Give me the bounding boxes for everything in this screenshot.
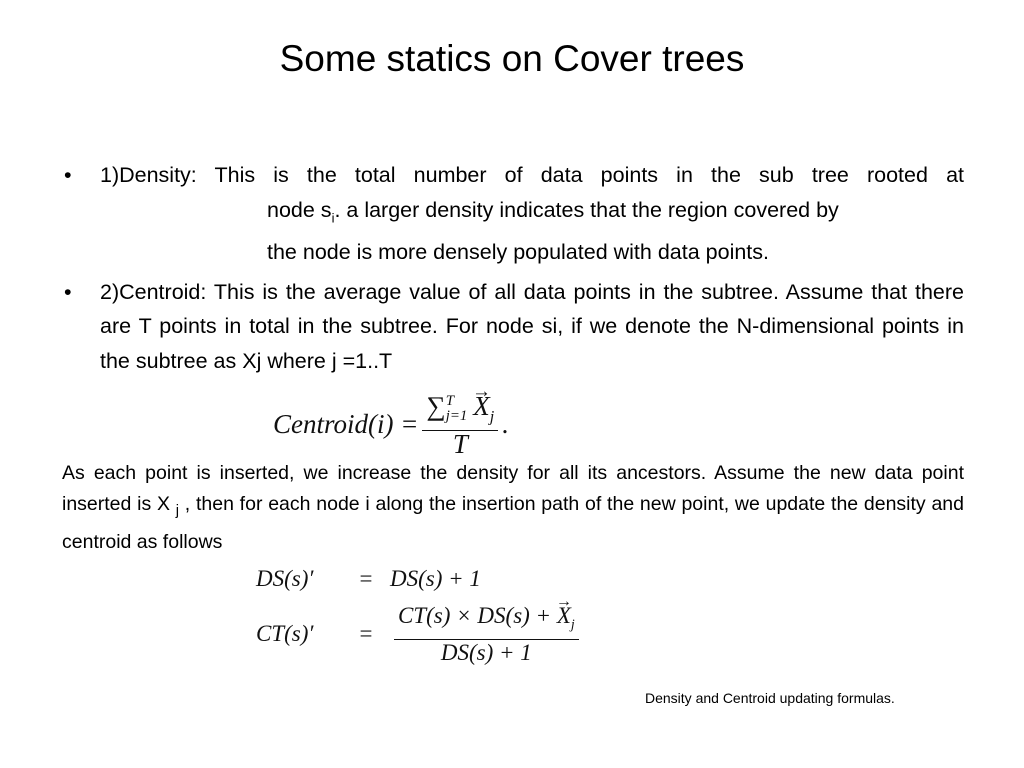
centroid-formula-lhs: Centroid(i) = <box>273 409 419 440</box>
centroid-update-denominator: DS(s) + 1 <box>440 639 532 665</box>
density-update-rhs: DS(s) + 1 <box>390 566 481 591</box>
centroid-text: 2)Centroid: This is the average value of all data points in the subtree. Assume that there are T points in total in the subtree. For node si, if we denote the N-dimensional points in the subtree as Xj where j =1..T <box>100 279 964 373</box>
update-formulas <box>256 566 583 666</box>
bullet-marker: • <box>64 163 72 187</box>
bullet-density <box>62 158 964 270</box>
update-vector-x: → X <box>557 602 571 630</box>
centroid-update-equals: = <box>359 620 373 646</box>
slide-title: Some statics on Cover trees <box>279 38 745 79</box>
bullet-marker: • <box>64 279 72 304</box>
centroid-formula <box>273 391 510 460</box>
density-subscript: i <box>331 209 335 225</box>
sum-bottom: j=1 <box>445 407 468 424</box>
density-update-lhs: DS(s)′ <box>256 566 314 591</box>
centroid-denominator: T <box>452 429 468 460</box>
insertion-paragraph <box>62 458 964 558</box>
density-line-2 <box>100 193 964 236</box>
centroid-update-fraction <box>394 602 579 666</box>
density-line-3: the node is more densely populated with data points. <box>267 240 769 265</box>
update-vector-sub: j <box>570 616 575 632</box>
vector-x-sub: j <box>489 407 495 426</box>
sum-symbol: ∑ <box>426 391 446 421</box>
centroid-numerator <box>422 392 498 431</box>
formula-caption: Density and Centroid updating formulas. <box>645 690 895 706</box>
density-update-equals: = <box>359 566 373 591</box>
paragraph-subscript: j <box>175 502 180 519</box>
centroid-update-num-text: CT(s) × DS(s) + <box>398 603 557 628</box>
paragraph-part1: As each point is inserted, we increase the density for all its ancestors. Assume the new data point inserted is X <box>62 462 964 515</box>
centroid-update-row <box>256 602 583 666</box>
paragraph-part2: , then for each node i along the insertion path of the new point, we update the density and centroid as follows <box>62 493 964 553</box>
vector-x: → X <box>473 392 490 420</box>
centroid-fraction <box>422 391 498 460</box>
centroid-update-numerator <box>394 602 579 640</box>
centroid-update-lhs: CT(s)′ <box>256 620 314 646</box>
centroid-formula-period: . <box>502 409 510 440</box>
density-line-1: 1)Density: This is the total number of data points in the sub tree rooted at <box>100 163 964 187</box>
bullet-list <box>62 158 964 383</box>
sum-top: T <box>445 392 454 409</box>
bullet-text <box>100 158 964 270</box>
bullet-centroid <box>62 275 964 379</box>
density-line-2b: . a larger density indicates that the region covered by <box>334 197 839 222</box>
density-update-row <box>256 566 583 592</box>
density-line-2a: node s <box>267 197 332 222</box>
